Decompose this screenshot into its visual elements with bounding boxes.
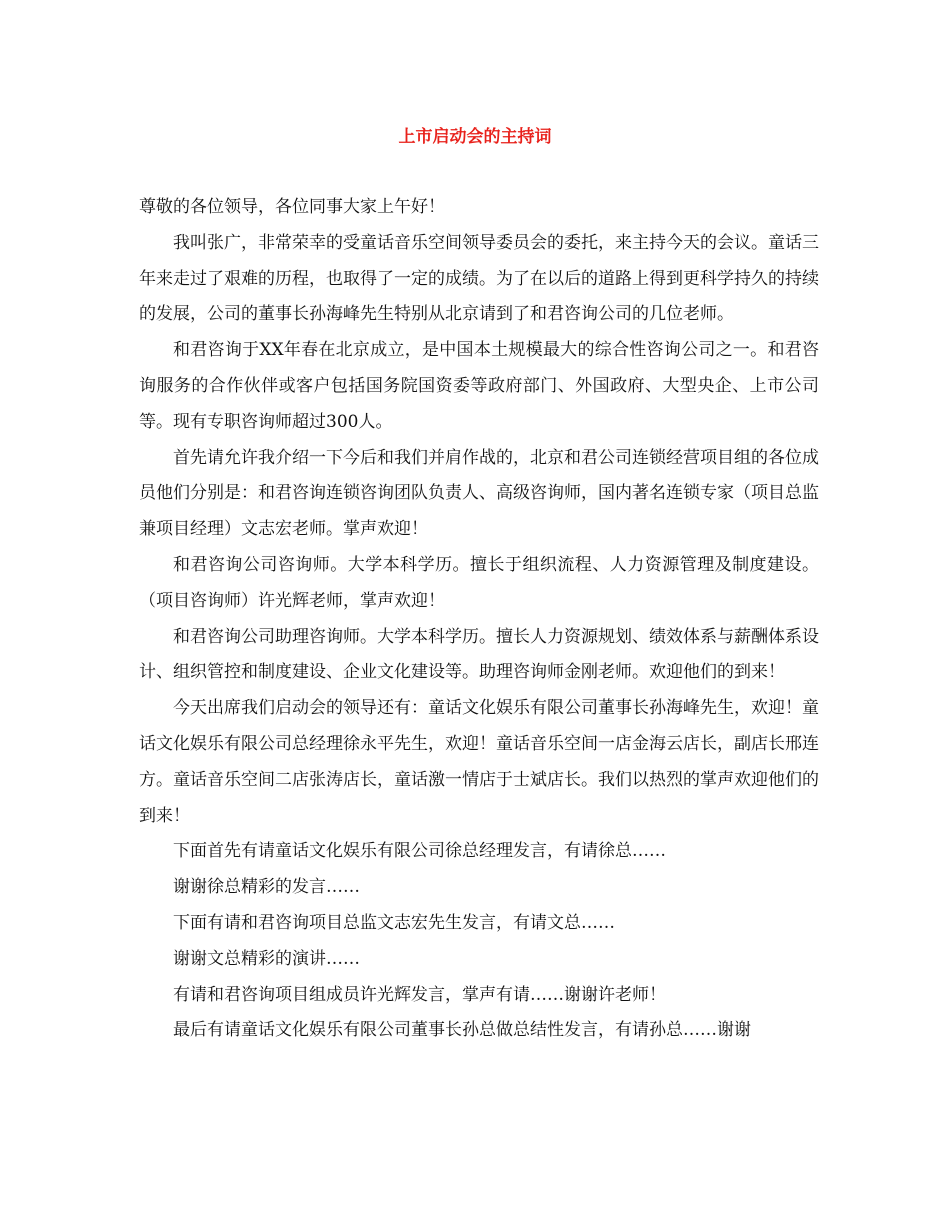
paragraph-speaker-3: 有请和君咨询项目组成员许光辉发言，掌声有请……谢谢许老师！ (173, 984, 666, 1005)
paragraph-thanks-2: 谢谢文总精彩的演讲…… (173, 948, 360, 969)
paragraph-leaders: 今天出席我们启动会的领导还有：童话文化娱乐有限公司董事长孙海峰先生，欢迎！童话文化娱乐有限公司总经理徐永平先生，欢迎！童话音乐空间一店金海云店长，副店长邢连方。童话音乐空间二店张涛店长，童话激一情店于士斌店长。我们以热烈的掌声欢迎他们的到来！ (139, 698, 819, 826)
paragraph-assistant-consultant: 和君咨询公司助理咨询师。大学本科学历。擅长人力资源规划、绩效体系与薪酬体系设计、组织管控和制度建设、企业文化建设等。助理咨询师金刚老师。欢迎他们的到来！ (139, 626, 819, 683)
paragraph-consultant: 和君咨询公司咨询师。大学本科学历。擅长于组织流程、人力资源管理及制度建设。（项目咨询师）许光辉老师，掌声欢迎！ (139, 554, 819, 611)
paragraph-team-lead: 首先请允许我介绍一下今后和我们并肩作战的，北京和君公司连锁经营项目组的各位成员他们分别是：和君咨询连锁咨询团队负责人、高级咨询师，国内著名连锁专家（项目总监兼项目经理）文志宏老师。掌声欢迎！ (139, 447, 819, 540)
paragraph-speaker-4: 最后有请童话文化娱乐有限公司董事长孙总做总结性发言，有请孙总……谢谢 (173, 1020, 751, 1041)
paragraph-company-intro: 和君咨询于XX年春在北京成立，是中国本土规模最大的综合性咨询公司之一。和君咨询服务的合作伙伴或客户包括国务院国资委等政府部门、外国政府、大型央企、上市公司等。现有专职咨询师超过300人。 (139, 340, 819, 432)
paragraph-thanks-1: 谢谢徐总精彩的发言…… (173, 877, 360, 898)
paragraph-speaker-2: 下面有请和君咨询项目总监文志宏先生发言，有请文总…… (173, 912, 615, 933)
document-title: 上市启动会的主持词 (398, 127, 552, 147)
paragraph-host-intro: 我叫张广，非常荣幸的受童话音乐空间领导委员会的委托，来主持今天的会议。童话三年来走过了艰难的历程，也取得了一定的成绩。为了在以后的道路上得到更科学持久的持续的发展，公司的董事长孙海峰先生特别从北京请到了和君咨询公司的几位老师。 (139, 232, 819, 325)
paragraph-greeting: 尊敬的各位领导，各位同事大家上午好！ (139, 197, 445, 217)
document-body (139, 190, 819, 1049)
paragraph-speaker-1: 下面首先有请童话文化娱乐有限公司徐总经理发言，有请徐总…… (173, 841, 666, 862)
